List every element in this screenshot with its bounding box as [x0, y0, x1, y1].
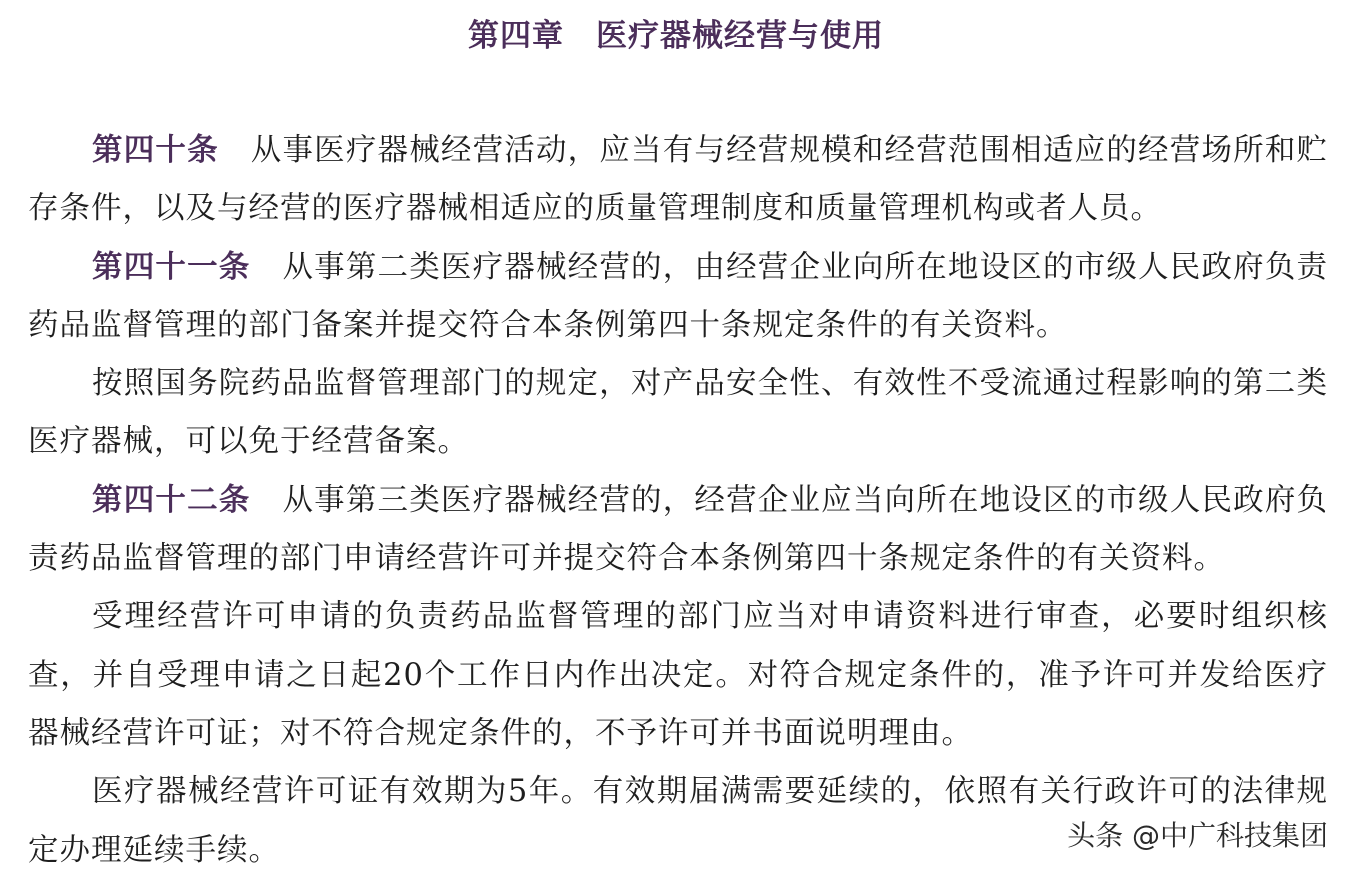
article-41-paragraph-1	[28, 239, 1328, 356]
article-42-paragraph-3: 医疗器械经营许可证有效期为5年。有效期届满需要延续的，依照有关行政许可的法律规定办理延续手续。	[28, 774, 1328, 868]
article-42-label: 第四十二条	[92, 482, 251, 518]
article-41-paragraph-2: 按照国务院药品监督管理部门的规定，对产品安全性、有效性不受流通过程影响的第二类医疗器械，可以免于经营备案。	[28, 366, 1328, 460]
source-watermark: 头条 @中广科技集团	[1067, 819, 1328, 852]
chapter-title: 第四章 医疗器械经营与使用	[468, 18, 884, 54]
article-41-label: 第四十一条	[92, 249, 251, 285]
article-40-paragraph-1	[28, 122, 1328, 239]
document-body	[28, 122, 1328, 880]
article-40-label: 第四十条	[92, 133, 219, 168]
article-41-text-1: 从事第二类医疗器械经营的，由经营企业向所在地设区的市级人民政府负责药品监督管理的部门备案并提交符合本条例第四十条规定条件的有关资料。	[28, 249, 1329, 343]
article-42-paragraph-2: 受理经营许可申请的负责药品监督管理的部门应当对申请资料进行审查，必要时组织核查，并自受理申请之日起20个工作日内作出决定。对符合规定条件的，准予许可并发给医疗器械经营许可证；对不符合规定条件的，不予许可并书面说明理由。	[28, 599, 1328, 751]
article-42-text-1: 从事第三类医疗器械经营的，经营企业应当向所在地设区的市级人民政府负责药品监督管理的部门申请经营许可并提交符合本条例第四十条规定条件的有关资料。	[28, 482, 1329, 577]
article-42-paragraph-1	[28, 472, 1328, 589]
article-40-text-1: 从事医疗器械经营活动，应当有与经营规模和经营范围相适应的经营场所和贮存条件，以及与经营的医疗器械相适应的质量管理制度和质量管理机构或者人员。	[28, 133, 1329, 227]
